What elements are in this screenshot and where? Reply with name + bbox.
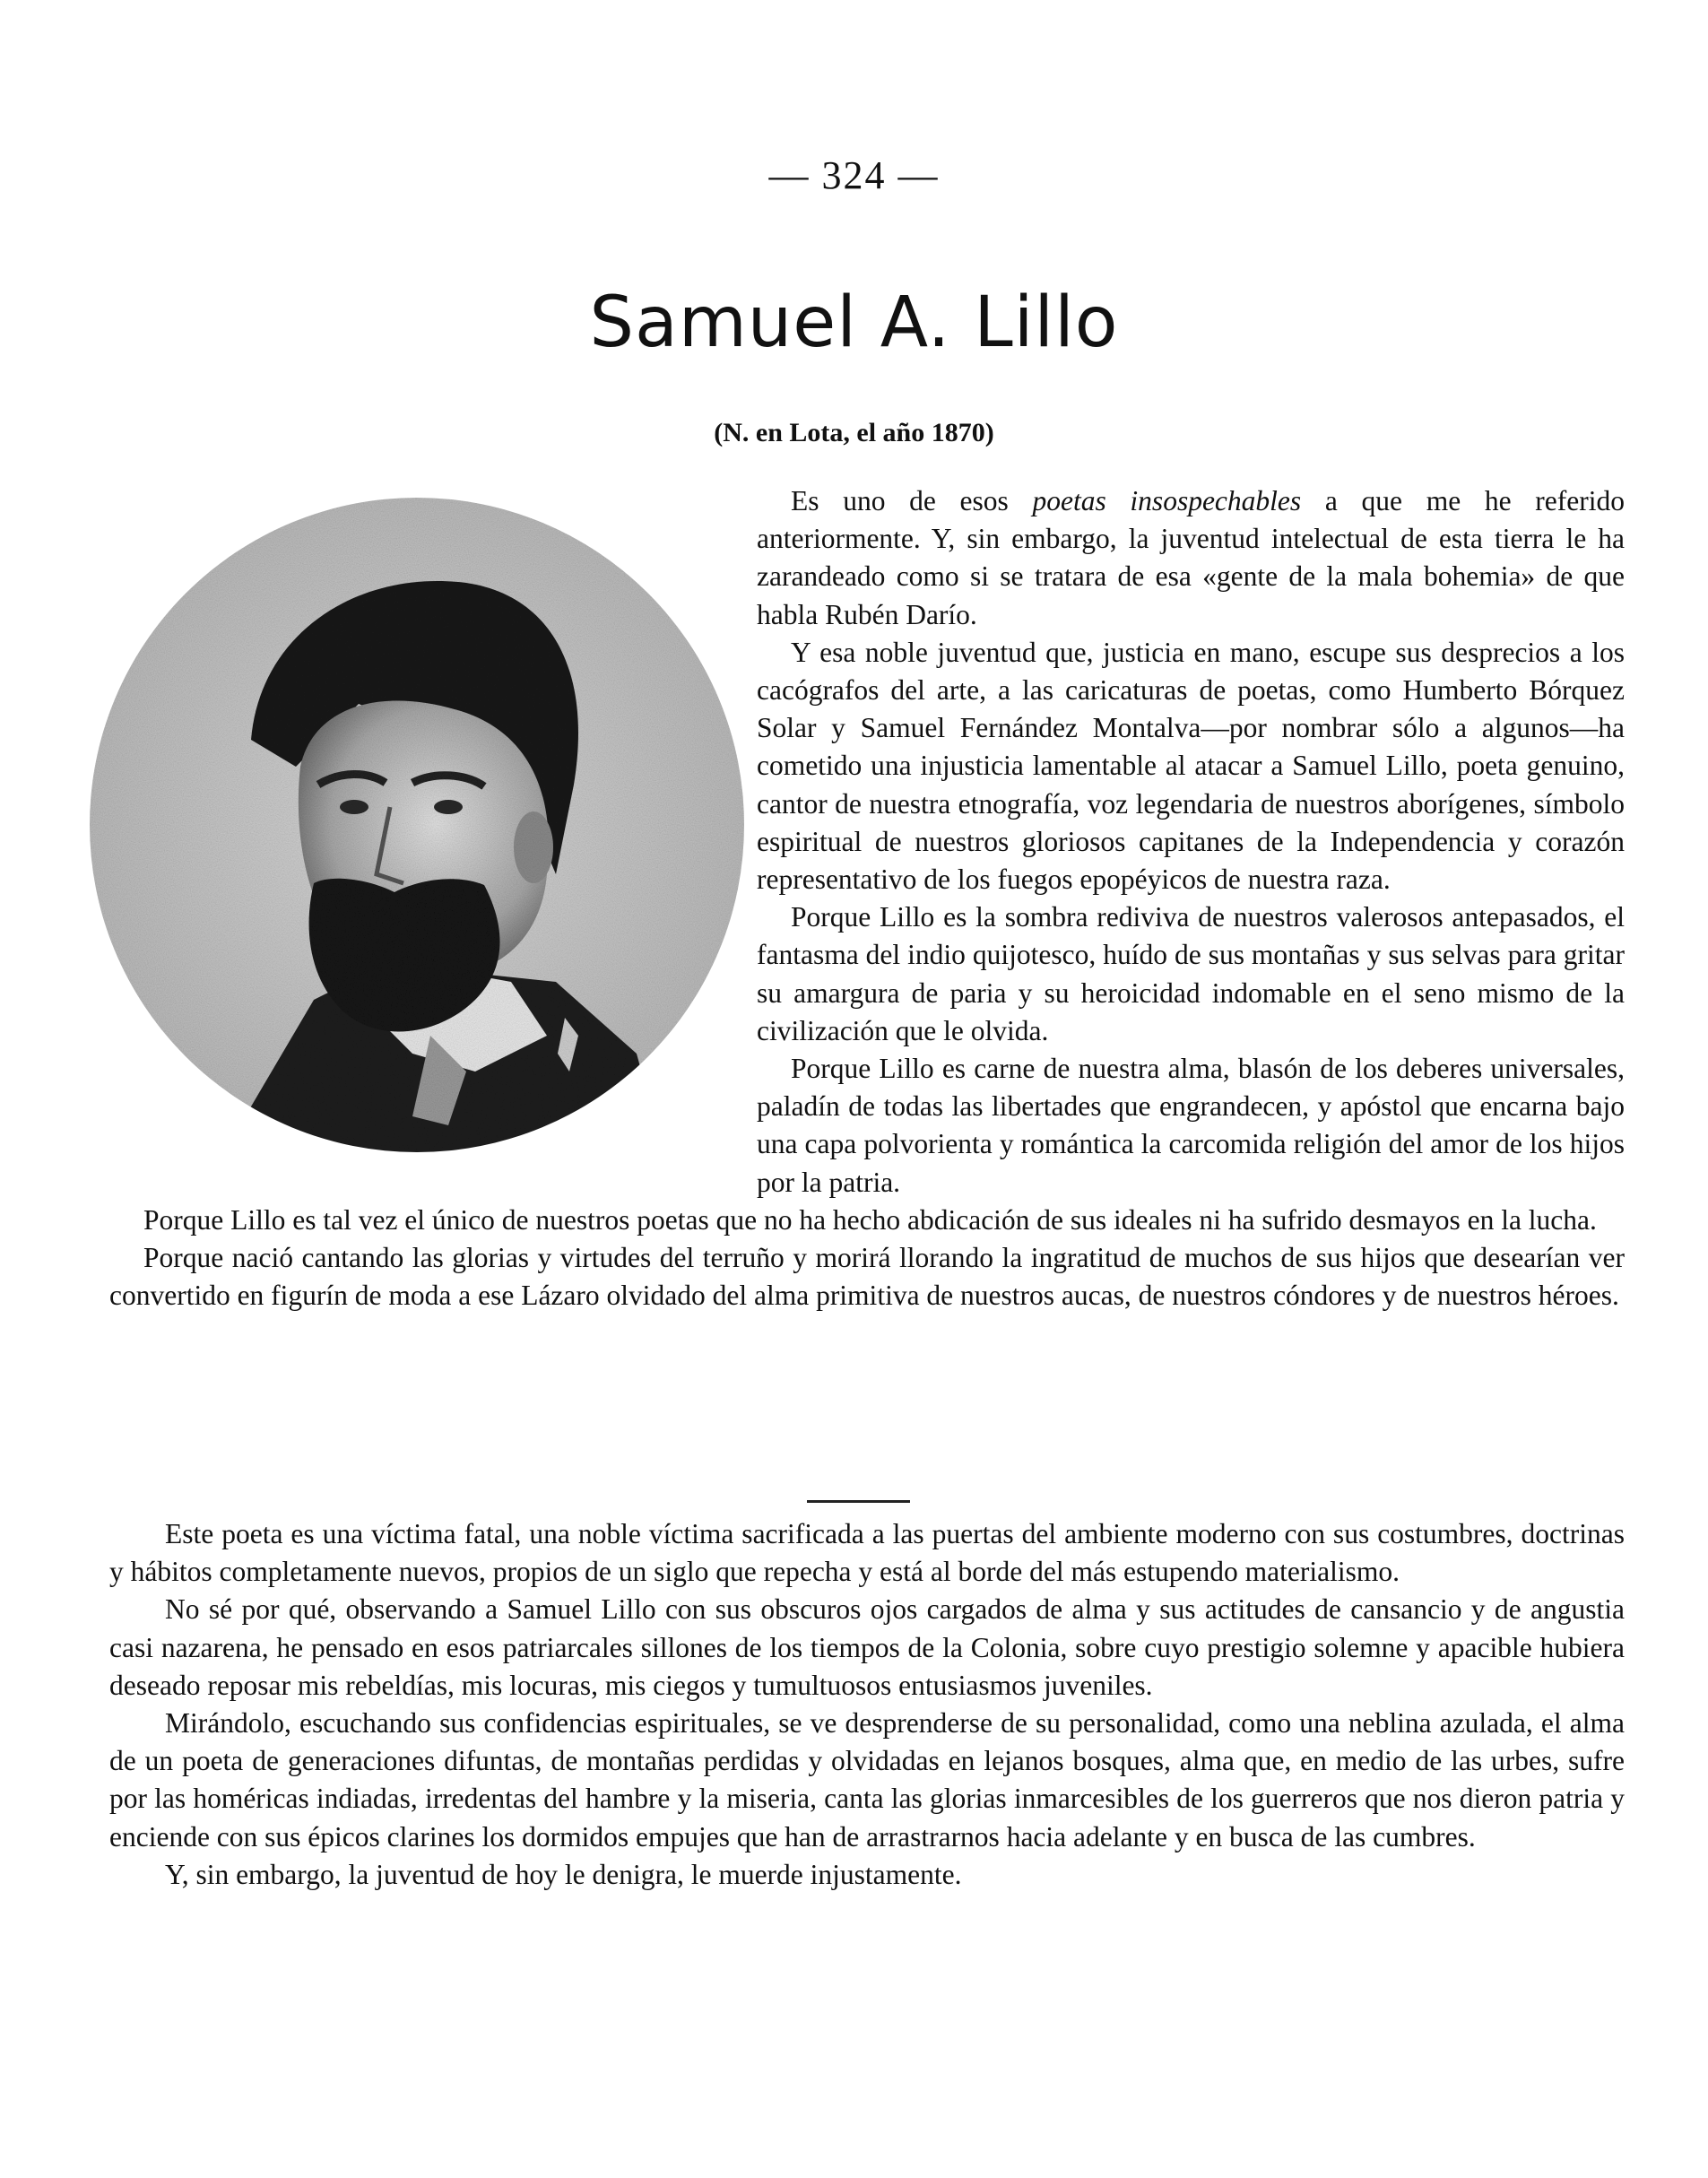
page-number: — 324 — [768, 153, 940, 197]
paragraph: Mirándolo, escuchando sus confidencias espirituales, se ve desprenderse de su personalidad, como una neblina azulada, el alma de un poeta de generaciones difuntas, de montañas perdidas y olvidadas en lejanos bosques, alma que, en medio de las urbes, sufre por las homéricas indiadas, irredentas del hambre y la miseria, canta las glorias inmarcesibles de los guerreros que nos dieron patria y enciende con sus épicos clarines los dormidos empujes que han de arrastrarnos hacia adelante y en busca de las cumbres. [109, 1707, 1625, 1853]
page-title: Samuel A. Lillo [589, 282, 1119, 363]
paragraph: Porque Lillo es carne de nuestra alma, blasón de los deberes universales, paladín de todas las libertades que engrandecen, y apóstol que encarna bajo una capa polvorienta y romántica la carcomida religión del amor de los hijos por la patria. [757, 1053, 1625, 1198]
section-one [109, 482, 1625, 1315]
section-divider [807, 1500, 910, 1503]
italic-phrase: poetas insospechables [1032, 485, 1302, 516]
paragraph: Este poeta es una víctima fatal, una noble víctima sacrificada a las puertas del ambiente moderno con sus costumbres, doctrinas y hábitos completamente nuevos, propios de un siglo que repecha y está al borde del más estupendo materialismo. [109, 1518, 1625, 1588]
paragraph: Y esa noble juventud que, justicia en mano, escupe sus desprecios a los cacógrafos del arte, a las caricaturas de poetas, como Humberto Bórquez Solar y Samuel Fernández Montalva—por nombrar sólo a algunos—ha cometido una injusticia lamentable al atacar a Samuel Lillo, poeta genuino, cantor de nuestra etnografía, voz legendaria de nuestros aborígenes, símbolo espiritual de nuestros gloriosos capitanes de la Independencia y corazón representativo de los fuegos epopéyicos de nuestra raza. [757, 636, 1625, 896]
section-two [109, 1515, 1625, 1894]
paragraph: Y, sin embargo, la juventud de hoy le denigra, le muerde injustamente. [165, 1858, 962, 1890]
paragraph: Es uno de esos poetas insospechables a que me he referido anteriormente. Y, sin embargo, la juventud intelectual de esta tierra le ha zarandeado como si se tratara de esa «gente de la mala bohemia» de que habla Rubén Darío. [757, 485, 1625, 630]
paragraph: Porque nació cantando las glorias y virtudes del terruño y morirá llorando la ingratitud de muchos de sus hijos que desearían ver convertido en figurín de moda a ese Lázaro olvidado del alma primitiva de nuestros aucas, de nuestros cóndores y de nuestros héroes. [109, 1242, 1625, 1312]
paragraph: Porque Lillo es la sombra rediviva de nuestros valerosos antepasados, el fantasma del indio quijotesco, huído de sus montañas y sus selvas para gritar su amargura de paria y su heroicidad indomable en el seno mismo de la civilización que le olvida. [757, 901, 1625, 1046]
paragraph: Porque Lillo es tal vez el único de nuestros poetas que no ha hecho abdicación de sus ideales ni ha sufrido desmayos en la lucha. [143, 1203, 1597, 1236]
page-subtitle: (N. en Lota, el año 1870) [714, 418, 994, 447]
portrait-spacer [109, 482, 757, 1164]
paragraph: No sé por qué, observando a Samuel Lillo con sus obscuros ojos cargados de alma y sus actitudes de cansancio y de angustia casi nazarena, he pensado en esos patriarcales sillones de los tiempos de la Colonia, sobre cuyo prestigio solemne y apacible hubiera deseado reposar mis rebeldías, mis locuras, mis ciegos y tumultuosos entusiasmos juveniles. [109, 1593, 1625, 1701]
